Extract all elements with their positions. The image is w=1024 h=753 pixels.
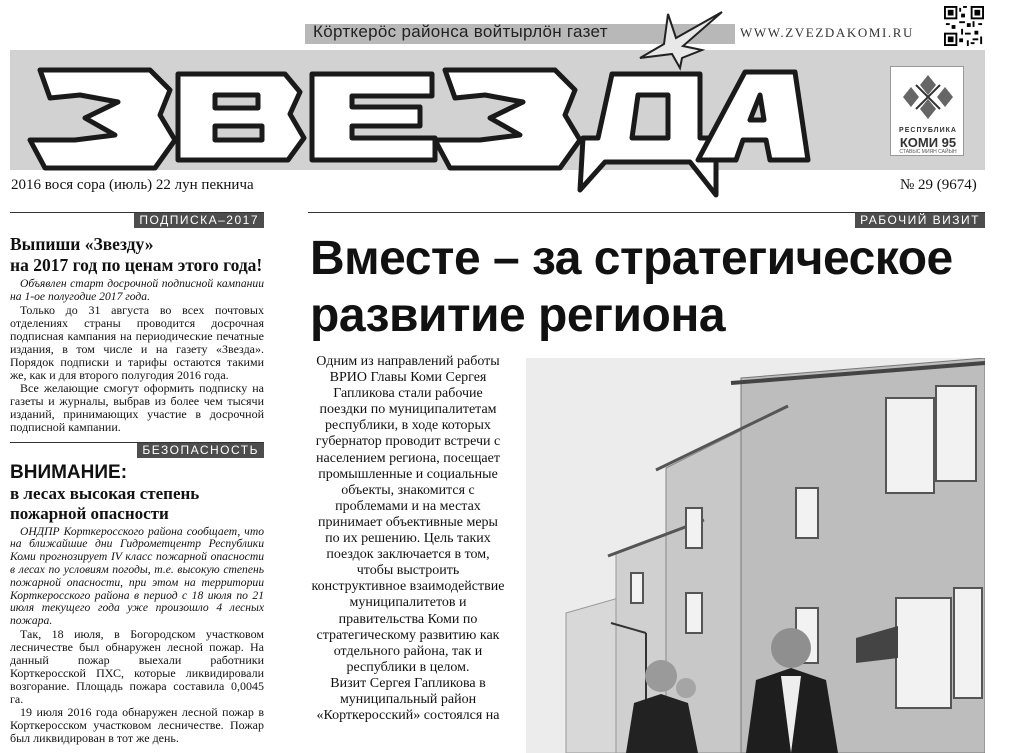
- emblem-line-2: КОМИ 95: [899, 135, 957, 150]
- subheading-line-2: пожарной опасности: [10, 503, 169, 523]
- article-photo: [526, 358, 985, 753]
- safety-paragraph: 19 июля 2016 года обнаружен лесной пожар в Корткеросском участковом лесничестве. Пожар был ликвидирован в тот же день.: [10, 704, 264, 745]
- masthead: [0, 0, 1024, 200]
- subscription-paragraph: Только до 31 августа во всех почтовых отделениях страны проводится досрочная подписная кампания на периодические печатные издания, в том числе и на газету «Звезда». Порядок подписки и тарифы остаются такими же, как и для второго полугодия 2016 года.: [10, 302, 264, 382]
- headline-line-2: развитие региона: [310, 289, 726, 342]
- rubric-bar: [10, 212, 264, 228]
- subscription-intro: Объявлен старт досрочной подписной кампании на 1-ое полугодие 2017 года.: [10, 277, 264, 303]
- subscription-paragraph: Все желающие смогут оформить подписку на газеты и журналы, выбрав из более чем тысячи изданий, принимающих участие в досрочной подписной кампании.: [10, 380, 264, 434]
- subscription-heading: [10, 234, 264, 276]
- headline-line-1: Вместе – за стратегическое: [310, 232, 953, 285]
- main-rubric-bar: [308, 212, 985, 228]
- lead-paragraph-continued: Визит Сергея Гапликова в муниципальный район «Корткеросский» состоялся на: [316, 675, 500, 724]
- lead-paragraph: Одним из направлений работы ВРИО Главы Коми Сергея Гапликова стали рабочие поездки по муниципалитетам республики, в ходе которых губернатор проводит встречи с населением региона, посещает промышленные и социальные объекты, знакомится с проблемами и на местах принимает объективные меры по их решению. Цель таких поездок заключается в том, чтобы выстроить конструктивное взаимодействие муниципалитетов и правительства Коми по стратегическому развитию как отдельного района, так и республики в целом.: [311, 354, 505, 675]
- emblem-line-3: СТАВЫС МИЯН САЙЫН: [899, 149, 957, 155]
- republic-komi-emblem: [890, 66, 964, 156]
- safety-subheading: [10, 484, 264, 524]
- safety-article: [10, 442, 264, 745]
- main-headline: [310, 230, 990, 344]
- issue-date: 2016 вося сора (июль) 22 лун пекнича: [11, 177, 254, 193]
- subscription-article: [10, 212, 264, 434]
- heading-line-2: на 2017 год по ценам этого года!: [10, 255, 263, 275]
- apartment-building-photo: [526, 358, 985, 753]
- lead-column: [310, 354, 506, 724]
- newspaper-title-logo: [0, 0, 1024, 200]
- star-icon: [640, 12, 722, 68]
- website-link[interactable]: WWW.ZVEZDAKOMI.RU: [740, 25, 915, 40]
- left-column: [10, 212, 264, 745]
- rubric-label: РАБОЧИЙ ВИЗИТ: [855, 213, 985, 228]
- rubric-bar: [10, 442, 264, 458]
- emblem-line-1: РЕСПУБЛИКА: [899, 127, 957, 134]
- heading-line-1: Выпиши «Звезду»: [10, 234, 154, 254]
- tagline: Кӧрткерӧс районса войтырлӧн газет: [313, 22, 608, 41]
- safety-heading: ВНИМАНИЕ:: [10, 461, 128, 483]
- komi-ornament-icon: [891, 67, 965, 127]
- issue-number: № 29 (9674): [900, 177, 977, 193]
- rubric-label: ПОДПИСКА–2017: [134, 213, 264, 228]
- safety-paragraph: Так, 18 июля, в Богородском участковом лесничестве был обнаружен лесной пожар. На данный пожар выехали работники Корткеросской ПХС, которые ликвидировали возгорание. Площадь пожара составила 0,0045 га.: [10, 626, 264, 706]
- safety-intro: ОНДПР Корткеросского района сообщает, что на ближайшие дни Гидрометцентр Республики Коми прогнозирует IV класс пожарной опасности в лесах по условиям погоды, т.е. высокую степень пожарной опасности, при этом на территории Корткеросского района в период с 18 июля по 21 июля текущего года уже произошло 4 лесных пожара.: [10, 524, 264, 628]
- subheading-line-1: в лесах высокая степень: [10, 483, 200, 503]
- rubric-label: БЕЗОПАСНОСТЬ: [137, 443, 264, 458]
